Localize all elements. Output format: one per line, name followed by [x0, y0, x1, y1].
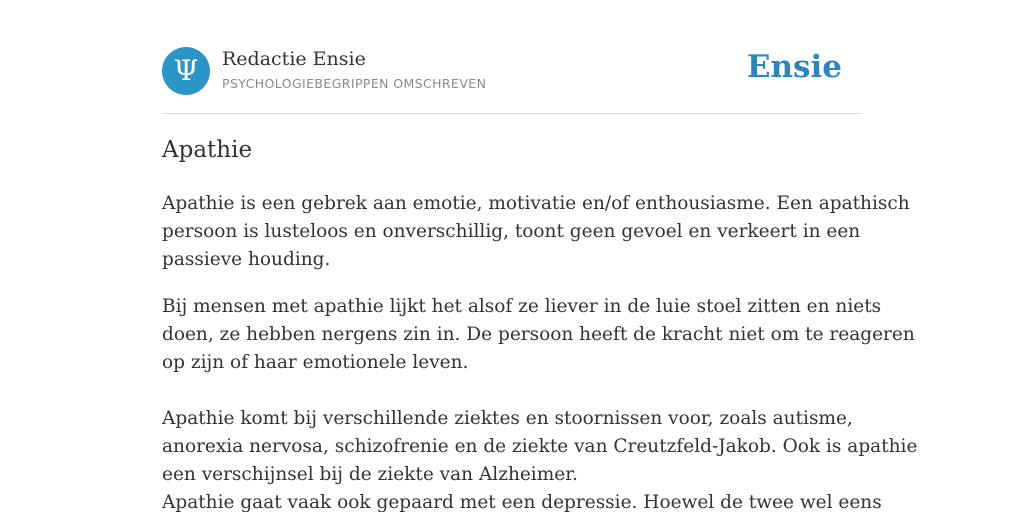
author-name-link[interactable]: Redactie Ensie	[222, 48, 366, 70]
body-line: Apathie komt bij verschillende ziektes en stoornissen voor, zoals autisme,	[162, 408, 853, 429]
paragraph-gap	[162, 274, 862, 293]
body-line: anorexia nervosa, schizofrenie en de ziekte van Creutzfeld-Jakob. Ook is apathie	[162, 436, 918, 457]
author-header	[162, 47, 862, 95]
body-line: een verschijnsel bij de ziekte van Alzheimer.	[162, 464, 578, 485]
article-title: Apathie	[162, 137, 253, 163]
body-line: op zijn of haar emotionele leven.	[162, 352, 469, 373]
body-line: Apathie gaat vaak ook gepaard met een depressie. Hoewel de twee wel eens	[162, 492, 882, 512]
author-subtitle: PSYCHOLOGIEBEGRIPPEN OMSCHREVEN	[222, 76, 487, 91]
body-line: passieve houding.	[162, 249, 331, 270]
paragraph-gap	[162, 377, 862, 405]
ensie-logo-link[interactable]: Ensie	[746, 49, 842, 85]
body-line: Apathie is een gebrek aan emotie, motivatie en/of enthousiasme. Een apathisch	[162, 193, 910, 214]
psi-logo-icon[interactable]: Ψ	[162, 47, 210, 95]
body-line: persoon is lusteloos en onverschillig, toont geen gevoel en verkeert in een	[162, 221, 861, 242]
body-line: doen, ze hebben nergens zin in. De persoon heeft de kracht niet om te reageren	[162, 324, 915, 345]
body-line: Bij mensen met apathie lijkt het alsof ze liever in de luie stoel zitten en niets	[162, 296, 882, 317]
article-body	[162, 190, 918, 512]
header-divider	[162, 113, 862, 114]
